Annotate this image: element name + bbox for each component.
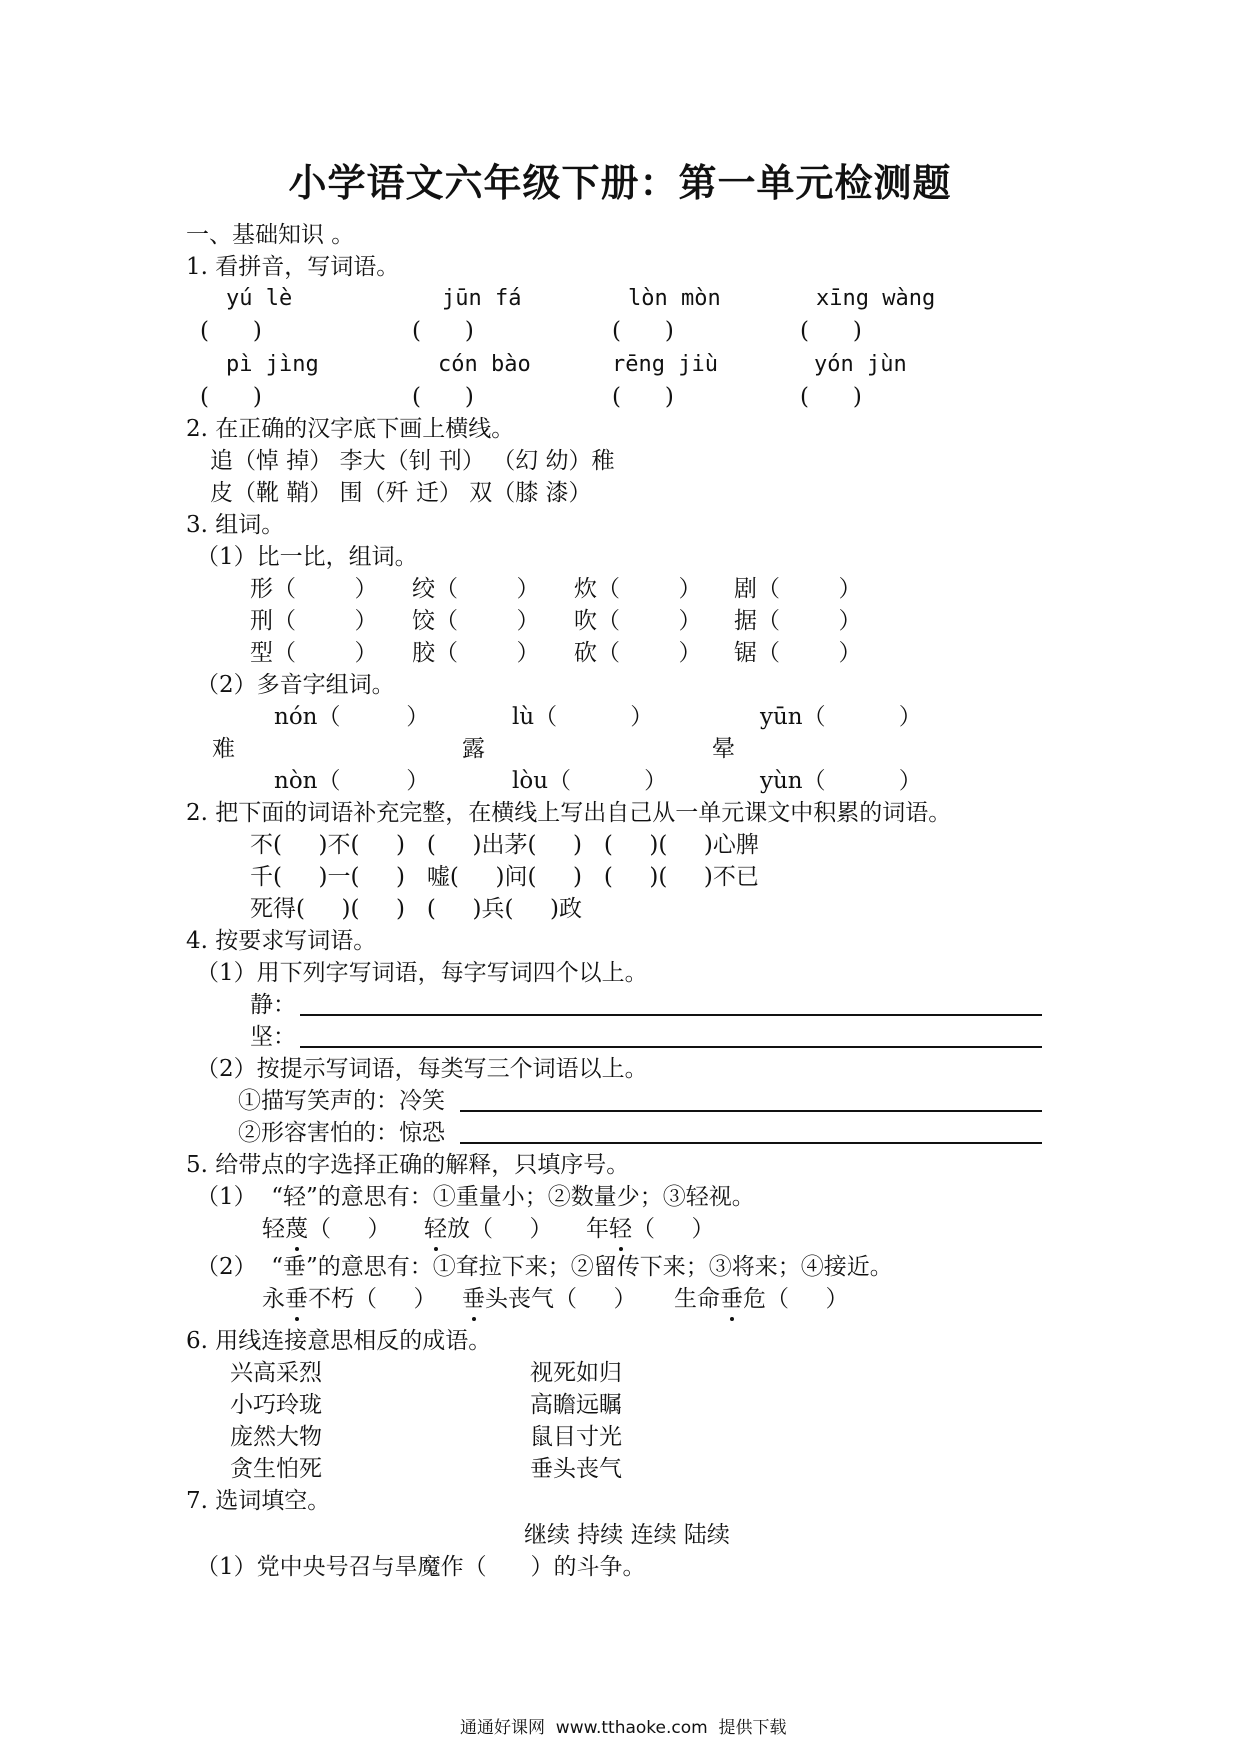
compare-item[interactable]: 形（ ）	[250, 576, 378, 602]
label-laugh: ①描写笑声的：冷笑	[238, 1088, 445, 1114]
answer-line[interactable]	[300, 1014, 1042, 1016]
answer-line[interactable]	[460, 1110, 1042, 1112]
q7-prompt: 6. 用线连接意思相反的成语。	[186, 1328, 492, 1354]
pinyin: yón jùn	[814, 352, 907, 377]
section-basic-knowledge: 一、基础知识 。	[186, 222, 355, 248]
compare-item[interactable]: 饺（ ）	[412, 608, 540, 634]
compare-item[interactable]: 炊（ ）	[574, 576, 702, 602]
q1-prompt: 1. 看拼音，写词语。	[186, 254, 400, 280]
polyphone-item[interactable]: nón（ ）	[274, 704, 430, 730]
idiom-right[interactable]: 高瞻远瞩	[530, 1392, 622, 1418]
dotted-word-item[interactable]: 轻蔑（ ）	[262, 1216, 391, 1242]
chui-definition: （2） “垂”的意思有：①耷拉下来；②留传下来；③将来；④接近。	[196, 1254, 893, 1280]
compare-item[interactable]: 绞（ ）	[412, 576, 540, 602]
polyphone-char: 难	[212, 736, 235, 762]
footer-source: 通通好课网 www.tthaoke.com 提供下载	[460, 1718, 787, 1738]
answer-paren[interactable]: ( )	[612, 384, 674, 410]
dotted-word-item[interactable]: 轻放（ ）	[424, 1216, 553, 1242]
pinyin: xīng wàng	[816, 286, 936, 311]
pinyin: lòn mòn	[628, 286, 721, 311]
q4-prompt: 2. 把下面的词语补充完整，在横线上写出自己从一单元课文中积累的词语。	[186, 800, 952, 826]
answer-paren[interactable]: ( )	[412, 384, 474, 410]
answer-paren[interactable]: ( )	[800, 384, 862, 410]
q2-line[interactable]: 追（悼 掉） 李大（钊 刊） （幻 幼）稚	[210, 448, 615, 474]
dotted-word-item[interactable]: 生命垂危（ ）	[674, 1286, 849, 1312]
q3-sub2: （2）多音字组词。	[196, 672, 395, 698]
compare-item[interactable]: 锯（ ）	[734, 640, 862, 666]
label-fear: ②形容害怕的：惊恐	[238, 1120, 445, 1146]
label-jing: 静：	[250, 992, 296, 1018]
compare-item[interactable]: 型（ ）	[250, 640, 378, 666]
pinyin: yú lè	[226, 286, 293, 311]
q3-prompt: 3. 组词。	[186, 512, 285, 538]
q2-line[interactable]: 皮（靴 鞘） 围（歼 迁） 双（膝 漆）	[210, 480, 592, 506]
polyphone-char: 晕	[712, 736, 735, 762]
pinyin: jūn fá	[442, 286, 522, 311]
idiom-left[interactable]: 庞然大物	[230, 1424, 322, 1450]
compare-item[interactable]: 砍（ ）	[574, 640, 702, 666]
polyphone-item[interactable]: nòn（ ）	[274, 768, 430, 794]
idiom-right[interactable]: 垂头丧气	[530, 1456, 622, 1482]
idiom-right[interactable]: 鼠目寸光	[530, 1424, 622, 1450]
idiom-fill-line[interactable]: 千( )一( ) 嘘( )问( ) ( )( )不已	[250, 864, 759, 890]
page-title: 小学语文六年级下册：第一单元检测题	[288, 160, 952, 205]
idiom-left[interactable]: 小巧玲珑	[230, 1392, 322, 1418]
idiom-right[interactable]: 视死如归	[530, 1360, 622, 1386]
q6-prompt: 5. 给带点的字选择正确的解释，只填序号。	[186, 1152, 630, 1178]
pinyin: rēng jiù	[612, 352, 718, 377]
word-bank: 继续 持续 连续 陆续	[524, 1522, 730, 1548]
polyphone-item[interactable]: yūn（ ）	[760, 704, 922, 730]
pinyin: cón bào	[438, 352, 531, 377]
idiom-left[interactable]: 兴高采烈	[230, 1360, 322, 1386]
q5-sub1: （1）用下列字写词语，每字写词四个以上。	[196, 960, 648, 986]
answer-paren[interactable]: ( )	[612, 318, 674, 344]
q8-prompt: 7. 选词填空。	[186, 1488, 331, 1514]
qing-definition: （1） “轻”的意思有：①重量小；②数量少；③轻视。	[196, 1184, 755, 1210]
answer-line[interactable]	[300, 1046, 1042, 1048]
polyphone-item[interactable]: lòu（ ）	[512, 768, 668, 794]
q5-sub2: （2）按提示写词语，每类写三个词语以上。	[196, 1056, 648, 1082]
answer-paren[interactable]: ( )	[800, 318, 862, 344]
compare-item[interactable]: 刑（ ）	[250, 608, 378, 634]
compare-item[interactable]: 吹（ ）	[574, 608, 702, 634]
q3-sub1: （1）比一比，组词。	[196, 544, 418, 570]
q2-prompt: 2. 在正确的汉字底下画上横线。	[186, 416, 515, 442]
idiom-left[interactable]: 贪生怕死	[230, 1456, 322, 1482]
polyphone-item[interactable]: yùn（ ）	[760, 768, 922, 794]
label-jian: 坚：	[250, 1024, 296, 1050]
q5-prompt: 4. 按要求写词语。	[186, 928, 377, 954]
dotted-word-item[interactable]: 年轻（ ）	[586, 1216, 715, 1242]
compare-item[interactable]: 剧（ ）	[734, 576, 862, 602]
dotted-word-item[interactable]: 垂头丧气（ ）	[462, 1286, 637, 1312]
answer-paren[interactable]: ( )	[412, 318, 474, 344]
answer-paren[interactable]: ( )	[200, 384, 262, 410]
answer-paren[interactable]: ( )	[200, 318, 262, 344]
idiom-fill-line[interactable]: 死得( )( ) ( )兵( )政	[250, 896, 582, 922]
polyphone-item[interactable]: lù（ ）	[512, 704, 654, 730]
dotted-word-item[interactable]: 永垂不朽（ ）	[262, 1286, 437, 1312]
compare-item[interactable]: 胶（ ）	[412, 640, 540, 666]
idiom-fill-line[interactable]: 不( )不( ) ( )出茅( ) ( )( )心脾	[250, 832, 759, 858]
q8-sub1[interactable]: （1）党中央号召与旱魔作（ ）的斗争。	[196, 1554, 646, 1580]
polyphone-char: 露	[462, 736, 485, 762]
compare-item[interactable]: 据（ ）	[734, 608, 862, 634]
pinyin: pì jìng	[226, 352, 319, 377]
answer-line[interactable]	[460, 1142, 1042, 1144]
